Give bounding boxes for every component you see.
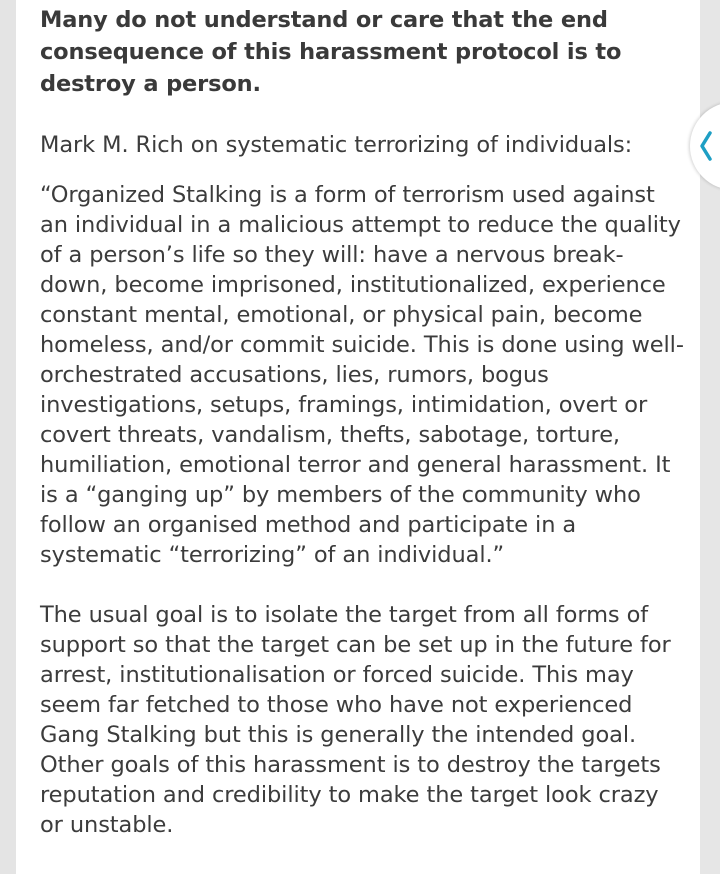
intro-paragraph: Mark M. Rich on systematic terrorizing of individuals: bbox=[40, 132, 633, 158]
chevron-left-icon bbox=[699, 130, 713, 162]
article-heading: Many do not understand or care that the end consequence of this harassment protocol is to destroy a person. bbox=[40, 7, 622, 97]
article-card bbox=[16, 0, 700, 874]
article-content bbox=[40, 0, 688, 840]
quote-paragraph: “Organized Stalking is a form of terrorism used against an individual in a malicious attempt to reduce the quality of a person’s life so they will: have a nervous break-down, become imprisoned, institutionalized, experience constant mental, emotional, or physical pain, become homeless, and/or commit suicide. This is done using well-orchestrated accusations, lies, rumors, bogus investigations, setups, framings, intimidation, overt or covert threats, vandalism, thefts, sabotage, torture, humiliation, emotional terror and general harassment. It is a “ganging up” by members of the community who follow an organised method and participate in a systematic “terrorizing” of an individual.” bbox=[40, 182, 684, 568]
goal-paragraph: The usual goal is to isolate the target from all forms of support so that the target can be set up in the future for arrest, institutionalisation or forced suicide. This may seem far fetched to those who have not experienced Gang Stalking but this is generally the intended goal. Other goals of this harassment is to destroy the targets reputation and credibility to make the target look crazy or unstable. bbox=[40, 602, 671, 838]
left-margin bbox=[0, 0, 16, 874]
